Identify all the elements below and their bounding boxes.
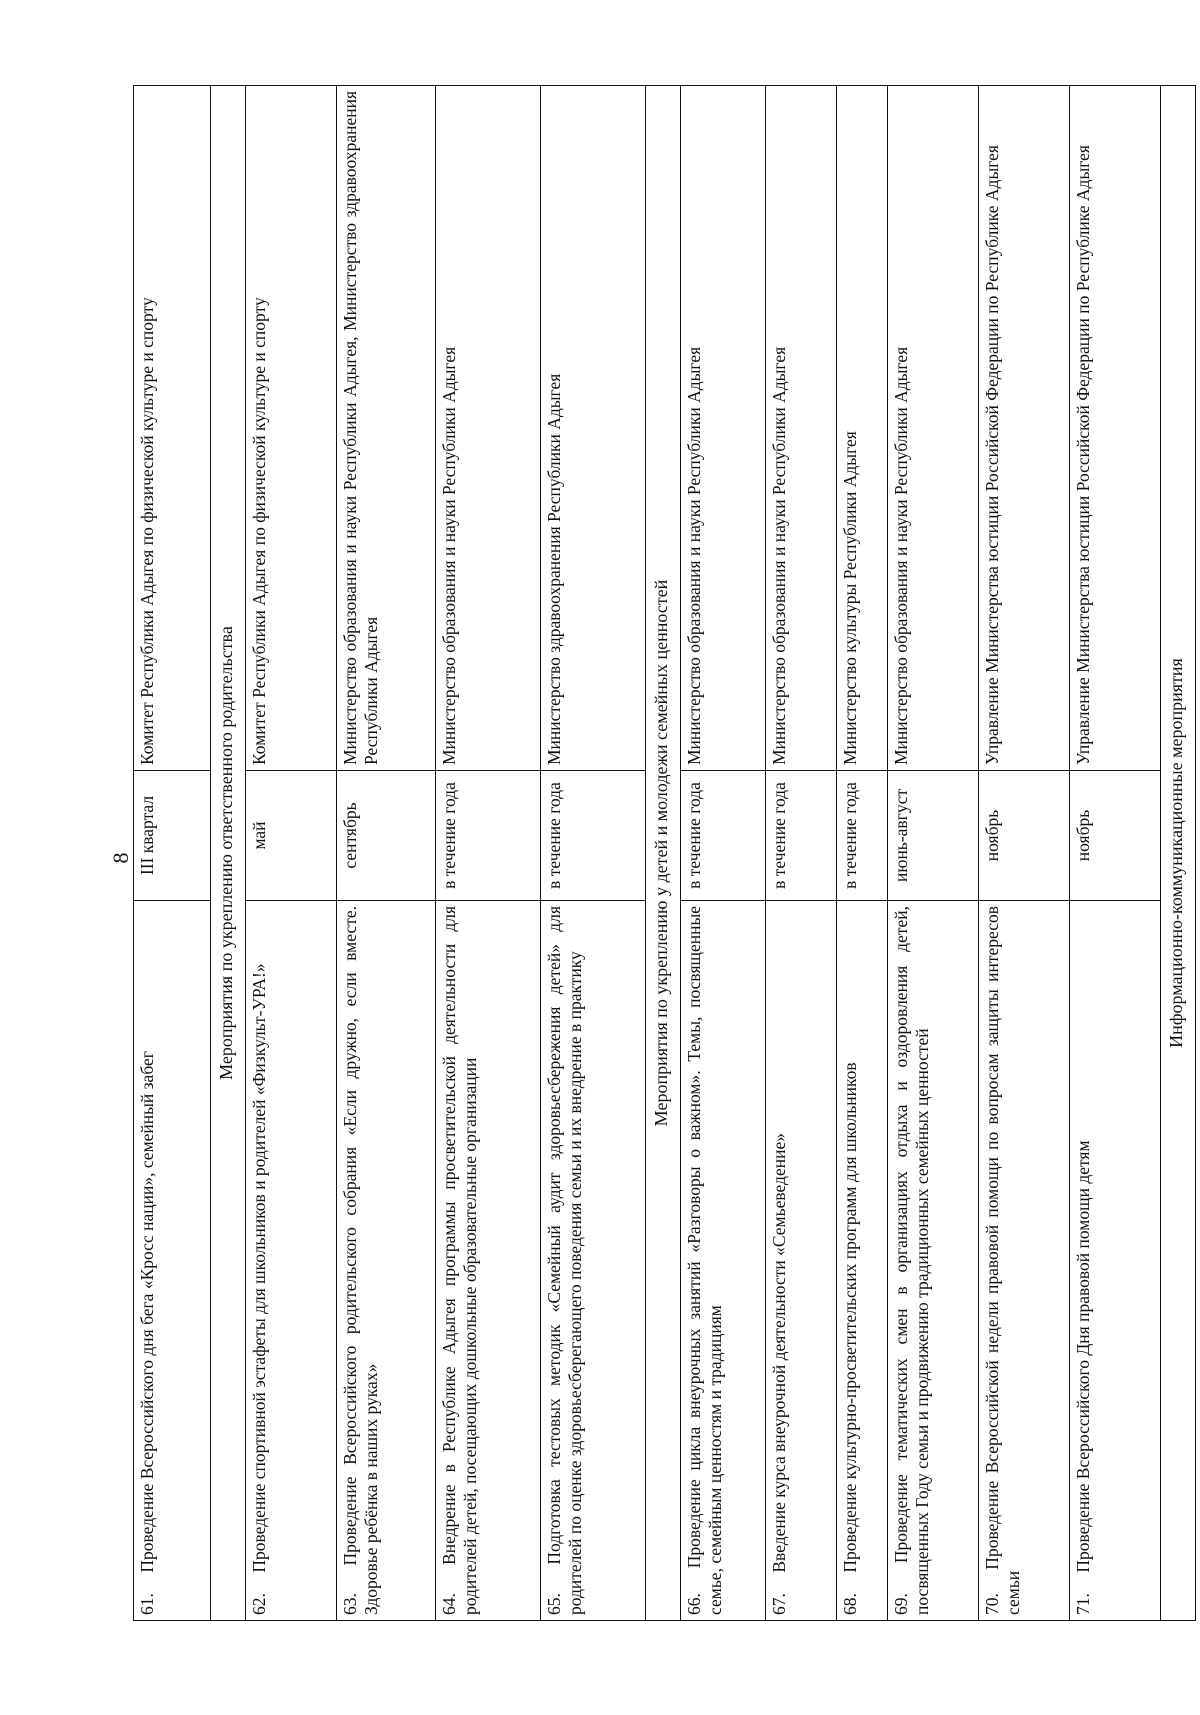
table-row — [541, 86, 646, 1621]
task-text: Проведение Всероссийской недели правовой помощи по вопросам защиты интересов семьи — [982, 906, 1023, 1615]
task-text: Подготовка тестовых методик «Семейный аудит здоровьесбережения детей» для родителей по оценке здоровьесберегающего поведения семьи и их внедрение в практику — [544, 906, 585, 1615]
table-row — [979, 86, 1070, 1621]
section-title: Мероприятия по укреплению у детей и молодежи семейных ценностей — [646, 86, 681, 1621]
row-number: 67. — [769, 1593, 789, 1615]
plan-table — [133, 85, 1196, 1621]
row-number: 62. — [249, 1593, 269, 1615]
row-number: 65. — [544, 1593, 564, 1615]
row-number: 69. — [891, 1593, 911, 1615]
task-text: Внедрение в Республике Адыгея программы просветительской деятельности для родителей детей, посещающих дошкольные образовательные организации — [439, 905, 480, 1615]
responsible-cell: Комитет Республики Адыгея по физической культуре и спорту — [246, 86, 337, 771]
term-cell: в течение года — [681, 771, 766, 901]
term-cell: июнь-август — [888, 771, 979, 901]
plan-table-body — [134, 86, 1196, 1621]
responsible-cell: Министерство образования и науки Республики Адыгея — [766, 86, 837, 771]
term-cell: в течение года — [837, 771, 888, 901]
page-number: 8 — [108, 852, 133, 864]
task-text: Проведение цикла внеурочных занятий «Разговоры о важном». Темы, посвященные семье, семейным ценностям и традициям — [684, 905, 725, 1615]
row-number: 64. — [439, 1593, 459, 1615]
section-row — [1161, 86, 1196, 1621]
responsible-cell: Управление Министерства юстиции Российской Федерации по Республике Адыгея — [979, 86, 1070, 771]
section-title: Информационно-коммуникационные мероприятия — [1161, 86, 1196, 1621]
task-cell — [888, 901, 979, 1621]
task-cell — [837, 901, 888, 1621]
row-number: 66. — [684, 1593, 704, 1615]
term-cell: сентябрь — [337, 771, 436, 901]
section-row — [211, 86, 246, 1621]
table-row — [246, 86, 337, 1621]
task-cell — [337, 901, 436, 1621]
row-number: 63. — [340, 1593, 360, 1615]
task-cell — [541, 901, 646, 1621]
responsible-cell: Управление Министерства юстиции Российской Федерации по Республике Адыгея — [1070, 86, 1161, 771]
task-cell — [134, 901, 211, 1621]
task-cell — [246, 901, 337, 1621]
table-row — [337, 86, 436, 1621]
task-cell — [766, 901, 837, 1621]
term-cell: ноябрь — [979, 771, 1070, 901]
task-text: Проведение Всероссийского Дня правовой помощи детям — [1073, 1140, 1093, 1573]
row-number: 71. — [1073, 1593, 1093, 1615]
term-cell: III квартал — [134, 771, 211, 901]
section-title: Мероприятия по укреплению ответственного родительства — [211, 86, 246, 1621]
responsible-cell: Министерство образования и науки Республики Адыгея, Министерство здравоохранения Республики Адыгея — [337, 86, 436, 771]
rotated-table-container — [133, 86, 1186, 1621]
task-text: Проведение спортивной эстафеты для школьников и родителей «Физкульт-УРА!» — [249, 963, 269, 1573]
term-cell: в течение года — [436, 771, 541, 901]
term-cell: в течение года — [541, 771, 646, 901]
table-row — [766, 86, 837, 1621]
row-number: 70. — [982, 1593, 1002, 1615]
task-cell — [436, 901, 541, 1621]
task-text: Введение курса внеурочной деятельности «Семьеведение» — [769, 1133, 789, 1573]
term-cell: май — [246, 771, 337, 901]
responsible-cell: Министерство образования и науки Республики Адыгея — [681, 86, 766, 771]
table-row — [1070, 86, 1161, 1621]
responsible-cell: Министерство здравоохранения Республики Адыгея — [541, 86, 646, 771]
task-cell — [1070, 901, 1161, 1621]
term-cell: ноябрь — [1070, 771, 1161, 901]
task-cell — [979, 901, 1070, 1621]
responsible-cell: Комитет Республики Адыгея по физической культуре и спорту — [134, 86, 211, 771]
table-row — [681, 86, 766, 1621]
row-number: 61. — [137, 1593, 157, 1615]
table-row — [888, 86, 979, 1621]
table-row — [134, 86, 211, 1621]
section-row — [646, 86, 681, 1621]
responsible-cell: Министерство культуры Республики Адыгея — [837, 86, 888, 771]
table-row — [436, 86, 541, 1621]
task-text: Проведение тематических смен в организациях отдыха и оздоровления детей, посвященных Году семьи и продвижению традиционных семейных ценностей — [891, 906, 932, 1615]
task-text: Проведение Всероссийского дня бега «Кросс нации», семейный забег — [137, 1051, 157, 1573]
responsible-cell: Министерство образования и науки Республики Адыгея — [888, 86, 979, 771]
task-text: Проведение Всероссийского родительского собрания «Если дружно, если вместе. Здоровье ребёнка в наших руках» — [340, 906, 381, 1615]
term-cell: в течение года — [766, 771, 837, 901]
task-text: Проведение культурно-просветительских программ для школьников — [840, 1062, 860, 1573]
row-number: 68. — [840, 1593, 860, 1615]
table-row — [837, 86, 888, 1621]
responsible-cell: Министерство образования и науки Республики Адыгея — [436, 86, 541, 771]
task-cell — [681, 901, 766, 1621]
